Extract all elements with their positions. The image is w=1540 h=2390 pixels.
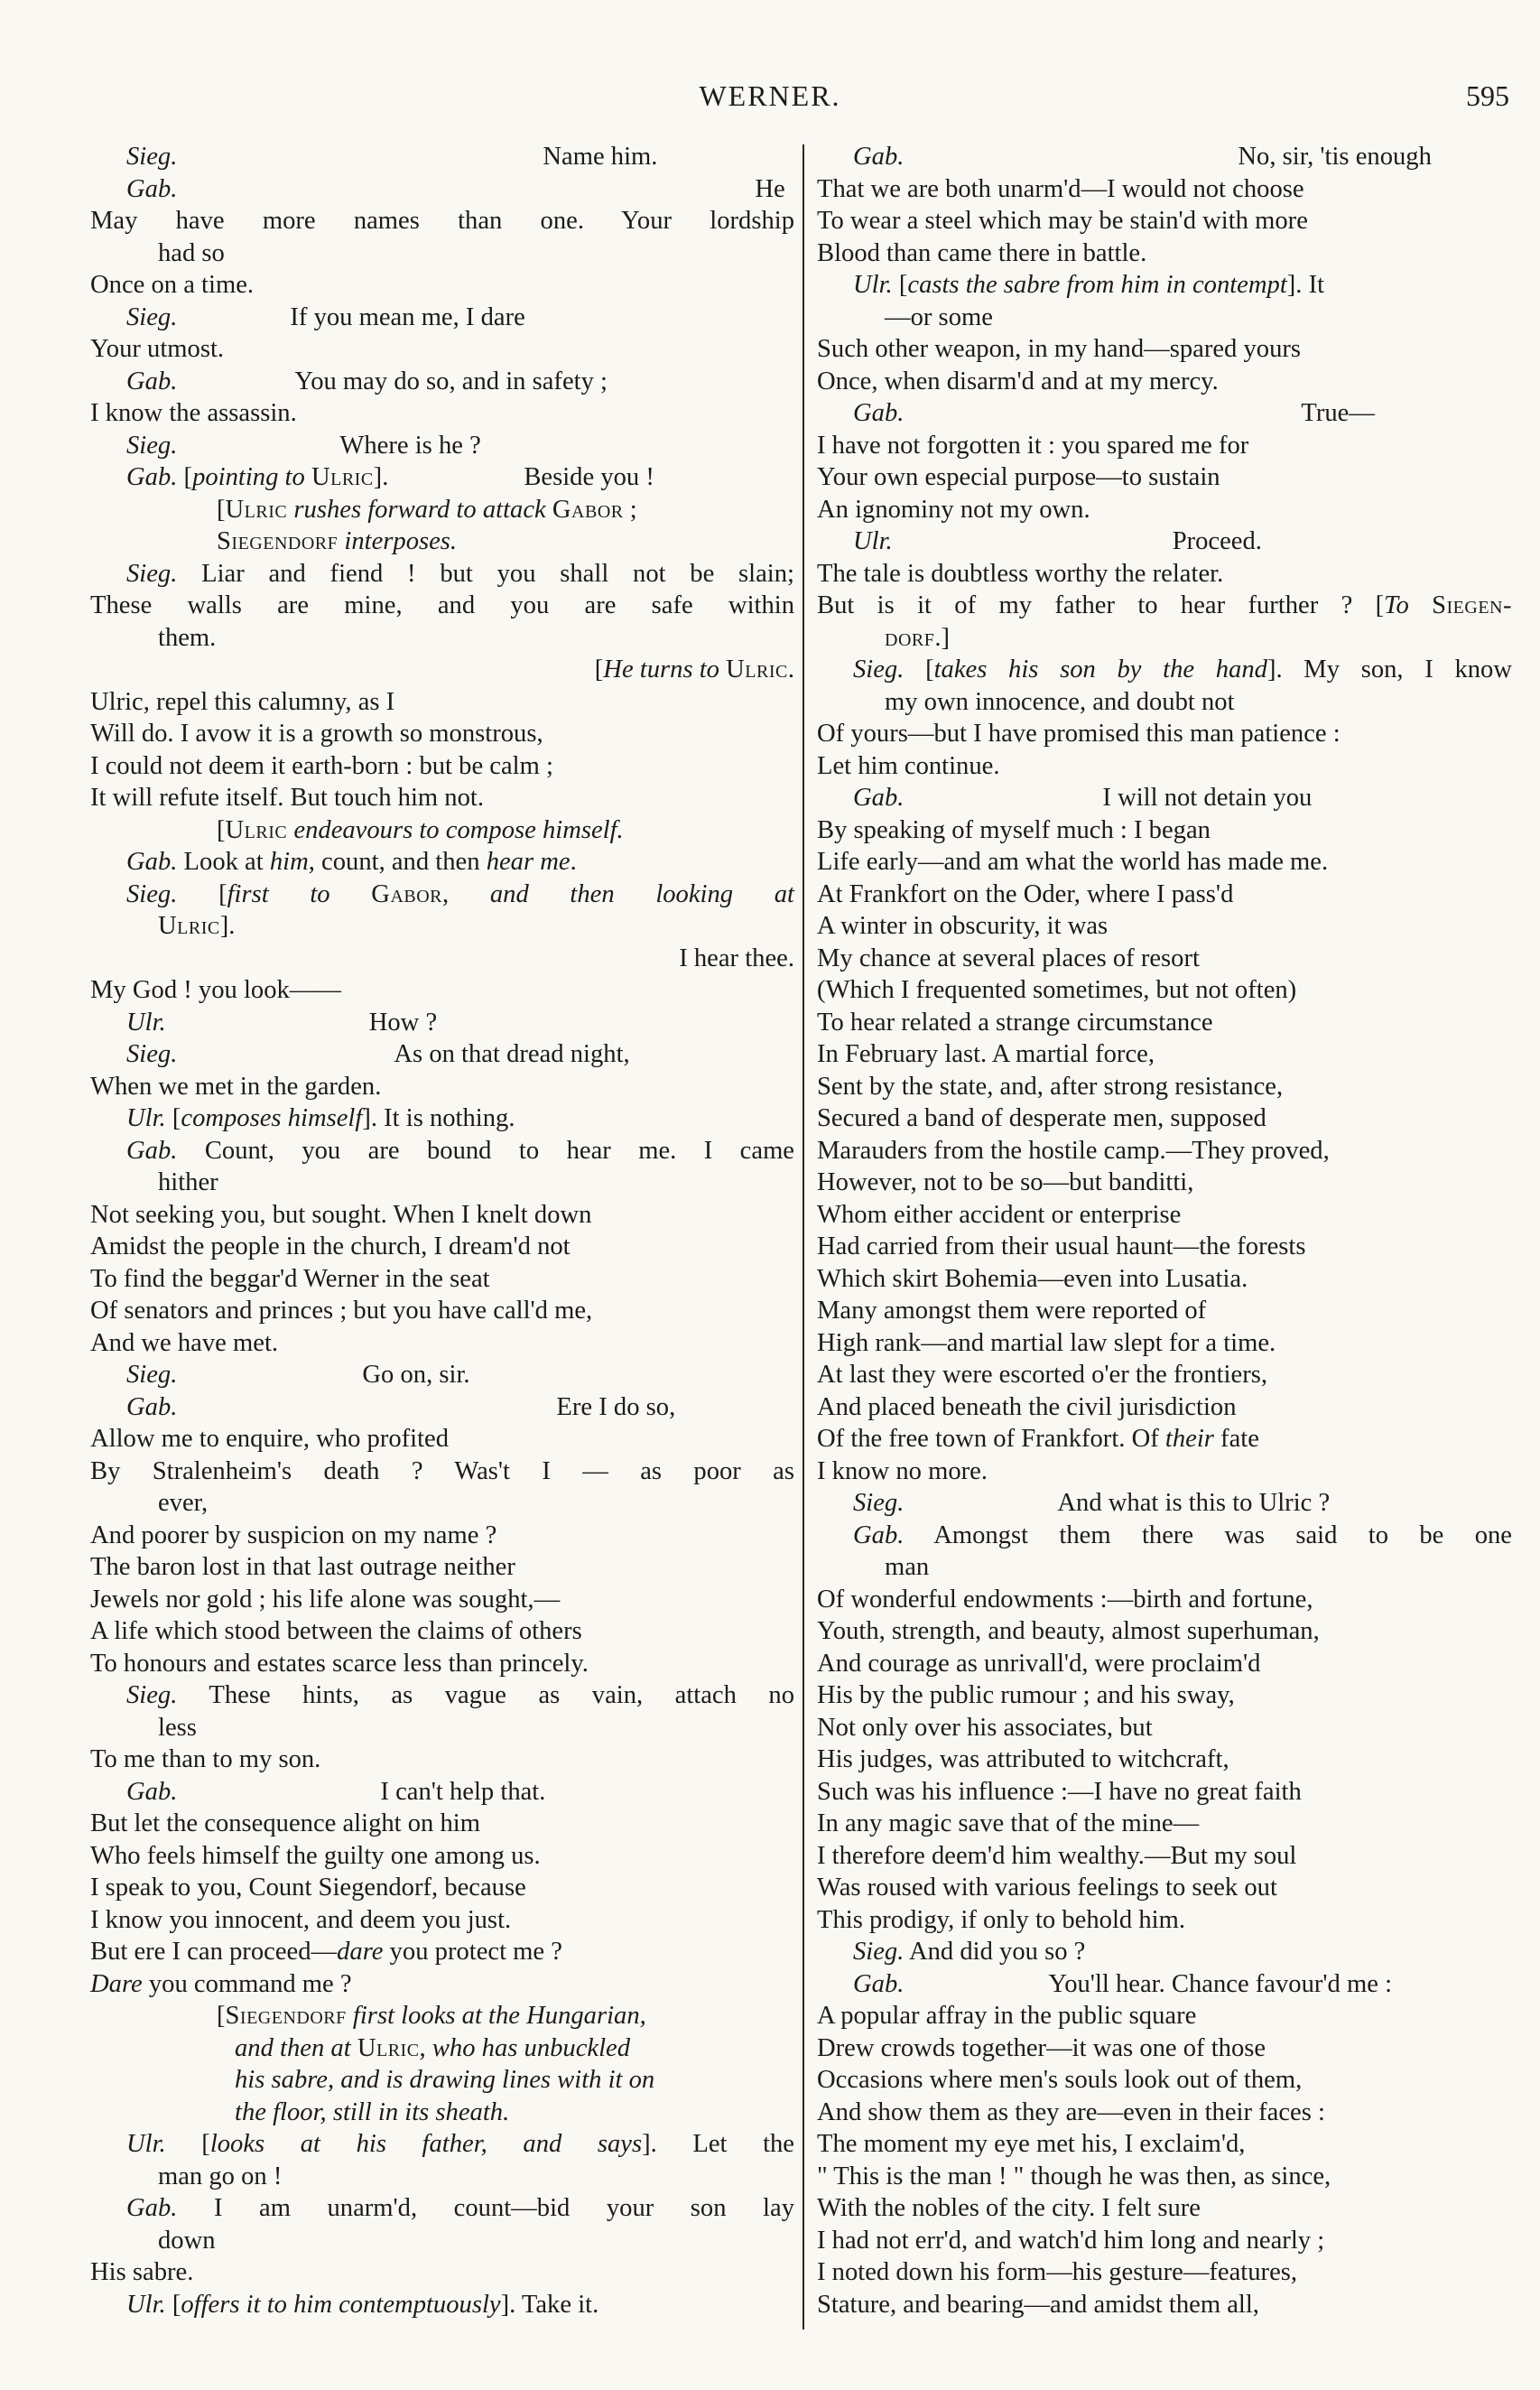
verse-line: Sieg. And what is this to Ulric ? — [853, 1489, 1331, 1517]
verse-line: Dare you command me ? — [90, 1969, 352, 1998]
verse-line: [Ulric rushes forward to attack Gabor ; — [217, 495, 637, 524]
verse-line: Sieg. [first to Gabor, and then looking at — [126, 879, 795, 908]
verse-line: Ulr. [looks at his father, and says]. Let the — [126, 2130, 794, 2158]
verse-line: less — [158, 1713, 197, 1742]
verse-line: [Siegendorf first looks at the Hungarian, — [217, 2002, 646, 2030]
verse-line: Sieg. Liar and fiend ! but you shall not be slain; — [126, 559, 794, 588]
verse-line: Your own especial purpose—to sustain — [817, 463, 1220, 491]
verse-line: Sieg. [takes his son by the hand]. My son, I know — [853, 656, 1512, 684]
verse-line: I noted down his form—his gesture—features, — [817, 2258, 1298, 2286]
verse-line: Gab. You'll hear. Chance favour'd me : — [853, 1969, 1393, 1998]
page-number: 595 — [1466, 79, 1509, 112]
verse-line: Sieg. And did you so ? — [853, 1938, 1086, 1966]
verse-line: The moment my eye met his, I exclaim'd, — [817, 2130, 1246, 2158]
verse-line: Ulric, repel this calumny, as I — [90, 687, 395, 716]
verse-line: Of senators and princes ; but you have call'd me, — [90, 1297, 593, 1325]
verse-line: With the nobles of the city. I felt sure — [817, 2194, 1201, 2222]
verse-line: Of yours—but I have promised this man patience : — [817, 720, 1341, 748]
verse-line: Siegendorf interposes. — [217, 527, 458, 555]
verse-line: Not only over his associates, but — [817, 1713, 1153, 1742]
verse-line: Sieg. Where is he ? — [126, 431, 481, 460]
verse-line: To honours and estates scarce less than princely. — [90, 1649, 589, 1678]
verse-line: To wear a steel which may be stain'd with more — [817, 207, 1308, 235]
verse-line: A life which stood between the claims of others — [90, 1617, 582, 1645]
verse-line: And placed beneath the civil jurisdiction — [817, 1392, 1237, 1421]
verse-line: And we have met. — [90, 1328, 279, 1357]
verse-line: In any magic save that of the mine— — [817, 1809, 1200, 1837]
verse-line: Gab. [pointing to Ulric]. Beside you ! — [126, 463, 654, 491]
verse-line: Life early—and am what the world has made me. — [817, 848, 1329, 876]
left-column — [90, 141, 794, 2320]
verse-line: Ulr. [offers it to him contemptuously]. Take it. — [126, 2290, 599, 2319]
verse-line: [He turns to Ulric. — [594, 656, 794, 684]
verse-line: I had not err'd, and watch'd him long and nearly ; — [817, 2226, 1325, 2255]
page-header — [0, 79, 1540, 119]
verse-line: My chance at several places of resort — [817, 944, 1200, 972]
verse-line: my own innocence, and doubt not — [885, 687, 1235, 716]
verse-line: Gab. Ere I do so, — [126, 1392, 676, 1421]
verse-line: His by the public rumour ; and his sway, — [817, 1681, 1235, 1709]
verse-line: To hear related a strange circumstance — [817, 1008, 1213, 1037]
verse-line: By speaking of myself much : I began — [817, 815, 1211, 844]
verse-line: Gab. Amongst them there was said to be one — [853, 1520, 1512, 1549]
verse-line: Will do. I avow it is a growth so monstrous, — [90, 720, 543, 748]
verse-line: And courage as unrivall'd, were proclaim'd — [817, 1649, 1261, 1678]
verse-line: Sieg. Go on, sir. — [126, 1361, 470, 1389]
verse-line: Ulr. Proceed. — [853, 527, 1262, 555]
verse-line: Marauders from the hostile camp.—They proved, — [817, 1136, 1330, 1165]
verse-line: I know no more. — [817, 1456, 988, 1485]
verse-line: My God ! you look—— — [90, 976, 341, 1004]
verse-line: His judges, was attributed to witchcraft, — [817, 1745, 1229, 1773]
verse-line: Secured a band of desperate men, supposed — [817, 1104, 1266, 1132]
verse-line: A popular affray in the public square — [817, 2002, 1197, 2030]
verse-line: Had carried from their usual haunt—the forests — [817, 1232, 1306, 1260]
verse-line: Such was his influence :—I have no great faith — [817, 1777, 1302, 1806]
verse-line: ever, — [158, 1489, 209, 1517]
verse-line: An ignominy not my own. — [817, 495, 1090, 524]
verse-line: —or some — [885, 302, 993, 331]
verse-line: Not seeking you, but sought. When I knelt down — [90, 1200, 592, 1229]
verse-line: I could not deem it earth-born : but be calm ; — [90, 751, 553, 780]
running-title: WERNER. — [699, 79, 841, 112]
verse-line: man — [885, 1553, 930, 1581]
verse-line: Ulr. [composes himself]. It is nothing. — [126, 1104, 515, 1132]
verse-line: A winter in obscurity, it was — [817, 912, 1109, 940]
verse-line: And show them as they are—even in their faces : — [817, 2097, 1325, 2126]
verse-line: That we are both unarm'd—I would not choose — [817, 174, 1304, 203]
verse-line: To find the beggar'd Werner in the seat — [90, 1264, 490, 1293]
verse-line: the floor, still in its sheath. — [235, 2097, 510, 2126]
verse-line: Gab. I will not detain you — [853, 784, 1313, 812]
verse-line: But is it of my father to hear further ? [To Siegen- — [817, 591, 1512, 619]
verse-line: Ulr. How ? — [126, 1008, 438, 1037]
verse-line: The tale is doubtless worthy the relater. — [817, 559, 1224, 588]
verse-line: Sieg. These hints, as vague as vain, attach no — [126, 1681, 794, 1709]
verse-line: When we met in the garden. — [90, 1072, 382, 1101]
verse-line: Youth, strength, and beauty, almost superhuman, — [817, 1617, 1320, 1645]
verse-line: man go on ! — [158, 2162, 283, 2190]
verse-line: them. — [158, 623, 217, 652]
verse-line: I hear thee. — [679, 944, 794, 972]
verse-line: I know the assassin. — [90, 399, 297, 427]
verse-line: Stature, and bearing—and amidst them all, — [817, 2290, 1259, 2319]
verse-line: Gab. I am unarm'd, count—bid your son lay — [126, 2194, 794, 2222]
verse-line: Gab. Look at him, count, and then hear me. — [126, 848, 577, 876]
verse-line: I know you innocent, and deem you just. — [90, 1905, 512, 1934]
verse-line: Once on a time. — [90, 271, 255, 299]
verse-line: Occasions where men's souls look out of them, — [817, 2066, 1303, 2094]
verse-line: (Which I frequented sometimes, but not often) — [817, 976, 1297, 1004]
verse-line: His sabre. — [90, 2258, 194, 2286]
verse-line: Jewels nor gold ; his life alone was sought,— — [90, 1585, 561, 1613]
verse-line: To me than to my son. — [90, 1745, 321, 1773]
verse-line: Sieg. Name him. — [126, 143, 658, 171]
verse-line: May have more names than one. Your lordship — [90, 207, 794, 235]
verse-line: Of the free town of Frankfort. Of their fate — [817, 1425, 1259, 1453]
verse-line: Who feels himself the guilty one among us. — [90, 1841, 541, 1870]
verse-line: Many amongst them were reported of — [817, 1297, 1207, 1325]
verse-line: Which skirt Bohemia—even into Lusatia. — [817, 1264, 1248, 1293]
verse-line: High rank—and martial law slept for a time. — [817, 1328, 1276, 1357]
verse-line: I speak to you, Count Siegendorf, because — [90, 1874, 526, 1902]
verse-line: But ere I can proceed—dare you protect me ? — [90, 1938, 562, 1966]
verse-line: Drew crowds together—it was one of those — [817, 2033, 1266, 2062]
verse-line: But let the consequence alight on him — [90, 1809, 480, 1837]
verse-line: " This is the man ! " though he was then, as since, — [817, 2162, 1331, 2190]
verse-line: Sieg. If you mean me, I dare — [126, 302, 525, 331]
verse-line: Sieg. As on that dread night, — [126, 1040, 630, 1068]
verse-line: This prodigy, if only to behold him. — [817, 1905, 1185, 1934]
verse-line: Was roused with various feelings to seek out — [817, 1874, 1277, 1902]
verse-line: And poorer by suspicion on my name ? — [90, 1520, 497, 1549]
verse-line: Amidst the people in the church, I dream'd not — [90, 1232, 571, 1260]
verse-line: Ulric]. — [158, 912, 236, 940]
verse-line: Whom either accident or enterprise — [817, 1200, 1182, 1229]
verse-line: In February last. A martial force, — [817, 1040, 1155, 1068]
verse-line: Gab. I can't help that. — [126, 1777, 546, 1806]
verse-line: Gab. He — [126, 174, 785, 203]
verse-line: Gab. You may do so, and in safety ; — [126, 367, 608, 395]
verse-line: had so — [158, 238, 225, 267]
verse-line: and then at Ulric, who has unbuckled — [235, 2033, 631, 2062]
column-divider — [802, 144, 804, 2330]
verse-line: Of wonderful endowments :—birth and fortune, — [817, 1585, 1313, 1613]
verse-line: his sabre, and is drawing lines with it on — [235, 2066, 655, 2094]
verse-line: down — [158, 2226, 216, 2255]
verse-line: Such other weapon, in my hand—spared yours — [817, 335, 1302, 363]
verse-line: Ulr. [casts the sabre from him in contempt]. It — [853, 271, 1325, 299]
verse-line: [Ulric endeavours to compose himself. — [217, 815, 624, 844]
verse-line: hither — [158, 1168, 218, 1196]
verse-line: However, not to be so—but banditti, — [817, 1168, 1194, 1196]
verse-line: I have not forgotten it : you spared me for — [817, 431, 1249, 460]
verse-line: Let him continue. — [817, 751, 1000, 780]
verse-line: At last they were escorted o'er the frontiers, — [817, 1361, 1267, 1389]
verse-line: Gab. No, sir, 'tis enough — [853, 143, 1432, 171]
verse-line: Your utmost. — [90, 335, 225, 363]
verse-line: Blood than came there in battle. — [817, 238, 1147, 267]
verse-line: I therefore deem'd him wealthy.—But my soul — [817, 1841, 1297, 1870]
verse-line: Allow me to enquire, who profited — [90, 1425, 450, 1453]
verse-line: dorf.] — [885, 623, 951, 652]
verse-line: By Stralenheim's death ? Was't I — as poor as — [90, 1456, 794, 1485]
verse-line: Once, when disarm'd and at my mercy. — [817, 367, 1219, 395]
verse-line: Gab. True— — [853, 399, 1375, 427]
right-column — [817, 141, 1512, 2320]
verse-line: These walls are mine, and you are safe within — [90, 591, 794, 619]
verse-line: Gab. Count, you are bound to hear me. I came — [126, 1136, 794, 1165]
verse-line: Sent by the state, and, after strong resistance, — [817, 1072, 1284, 1101]
verse-line: At Frankfort on the Oder, where I pass'd — [817, 879, 1234, 908]
verse-line: The baron lost in that last outrage neither — [90, 1553, 515, 1581]
verse-line: It will refute itself. But touch him not. — [90, 784, 484, 812]
